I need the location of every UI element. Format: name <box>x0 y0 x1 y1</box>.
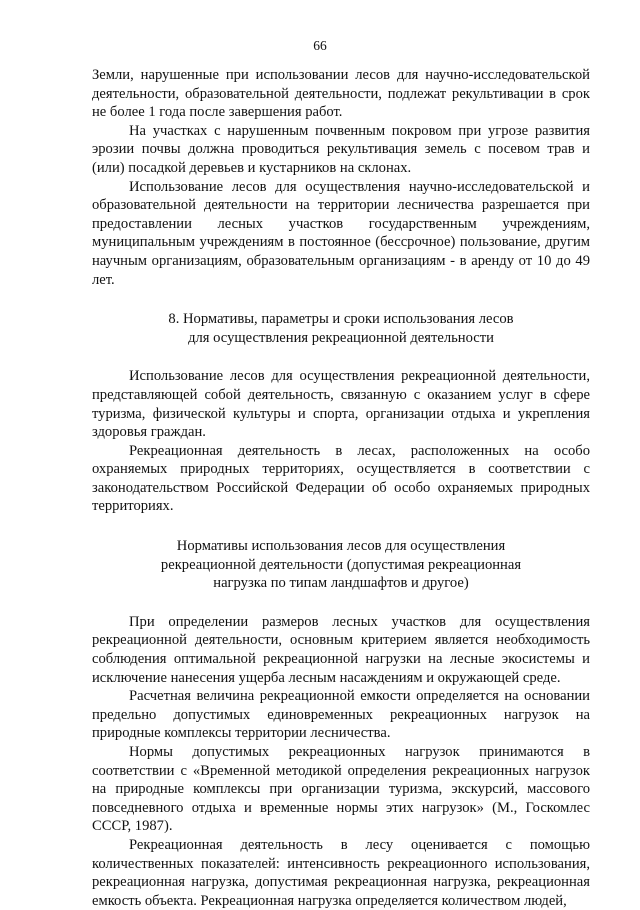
paragraph-land-reclamation-continued: Земли, нарушенные при использовании лесов для научно-исследовательской деятельности, образовательной деятельности, подлежат рекультивации в срок не более 1 года после завершения работ. <box>92 67 590 121</box>
section-8-heading-line-1: 8. Нормативы, параметры и сроки использования лесов <box>168 311 514 328</box>
subsection-heading-line-1: Нормативы использования лесов для осуществления <box>176 538 506 555</box>
paragraph-erosion-reclamation: На участках с нарушенным почвенным покровом при угрозе развития эрозии почвы должна проводиться рекультивация земель с посевом трав и (или) посадкой деревьев и кустарников на склонах. <box>92 122 590 176</box>
paragraph-recreational-capacity: Расчетная величина рекреационной емкости определяется на основании предельно допустимых единовременных рекреационных нагрузок на природные комплексы территории лесничества. <box>92 688 590 742</box>
paragraph-recreational-use-definition: Использование лесов для осуществления рекреационной деятельности, представляющей собой деятельность, связанную с оказанием услуг в сфере туризма, физической культуры и спорта, организации отдыха и укрепления здоровья граждан. <box>92 368 590 441</box>
subsection-heading <box>92 537 590 593</box>
subsection-heading-line-2: рекреационной деятельности (допустимая рекреационная <box>160 556 522 573</box>
page-body <box>92 66 590 910</box>
subsection-heading-line-3: нагрузка по типам ландшафтов и другое) <box>213 575 469 592</box>
paragraph-plot-size-criteria: При определении размеров лесных участков для осуществления рекреационной деятельности, основным критерием является необходимость соблюдения оптимальной рекреационной нагрузки на лесные экосистемы и исключение нанесения ущерба лесным насаждениям и окружающей среде. <box>92 613 590 686</box>
paragraph-protected-areas: Рекреационная деятельность в лесах, расположенных на особо охраняемых природных территориях, осуществляется в соответствии с законодательством Российской Федерации об особо охраняемых природных территориях. <box>92 442 590 515</box>
page-number: 66 <box>313 38 327 53</box>
paragraph-load-norms: Нормы допустимых рекреационных нагрузок принимаются в соответствии с «Временной методикой определения рекреационных нагрузок на природные комплексы при организации туризма, экскурсий, массового повседневного отдыха и временные нормы этих нагрузок» (М., Госкомлес СССР, 1987). <box>92 744 590 835</box>
section-8-heading-line-2: для осуществления рекреационной деятельности <box>188 329 494 346</box>
paragraph-research-use-permission: Использование лесов для осуществления научно-исследовательской и образовательной деятельности на территории лесничества разрешается при предоставлении лесных участков государственным учреждениям, муниципальным учреждениям в постоянное (бессрочное) пользование, другим научным организациям, образовательным организациям - в аренду от 10 до 49 лет. <box>92 178 590 288</box>
paragraph-quantitative-indicators: Рекреационная деятельность в лесу оценивается с помощью количественных показателей: интенсивность рекреационного использования, рекреационная нагрузка, допустимая рекреационная нагрузка, рекреационная емкость объекта. Рекреационная нагрузка определяется количеством людей, <box>92 836 590 909</box>
section-8-heading <box>92 310 590 347</box>
